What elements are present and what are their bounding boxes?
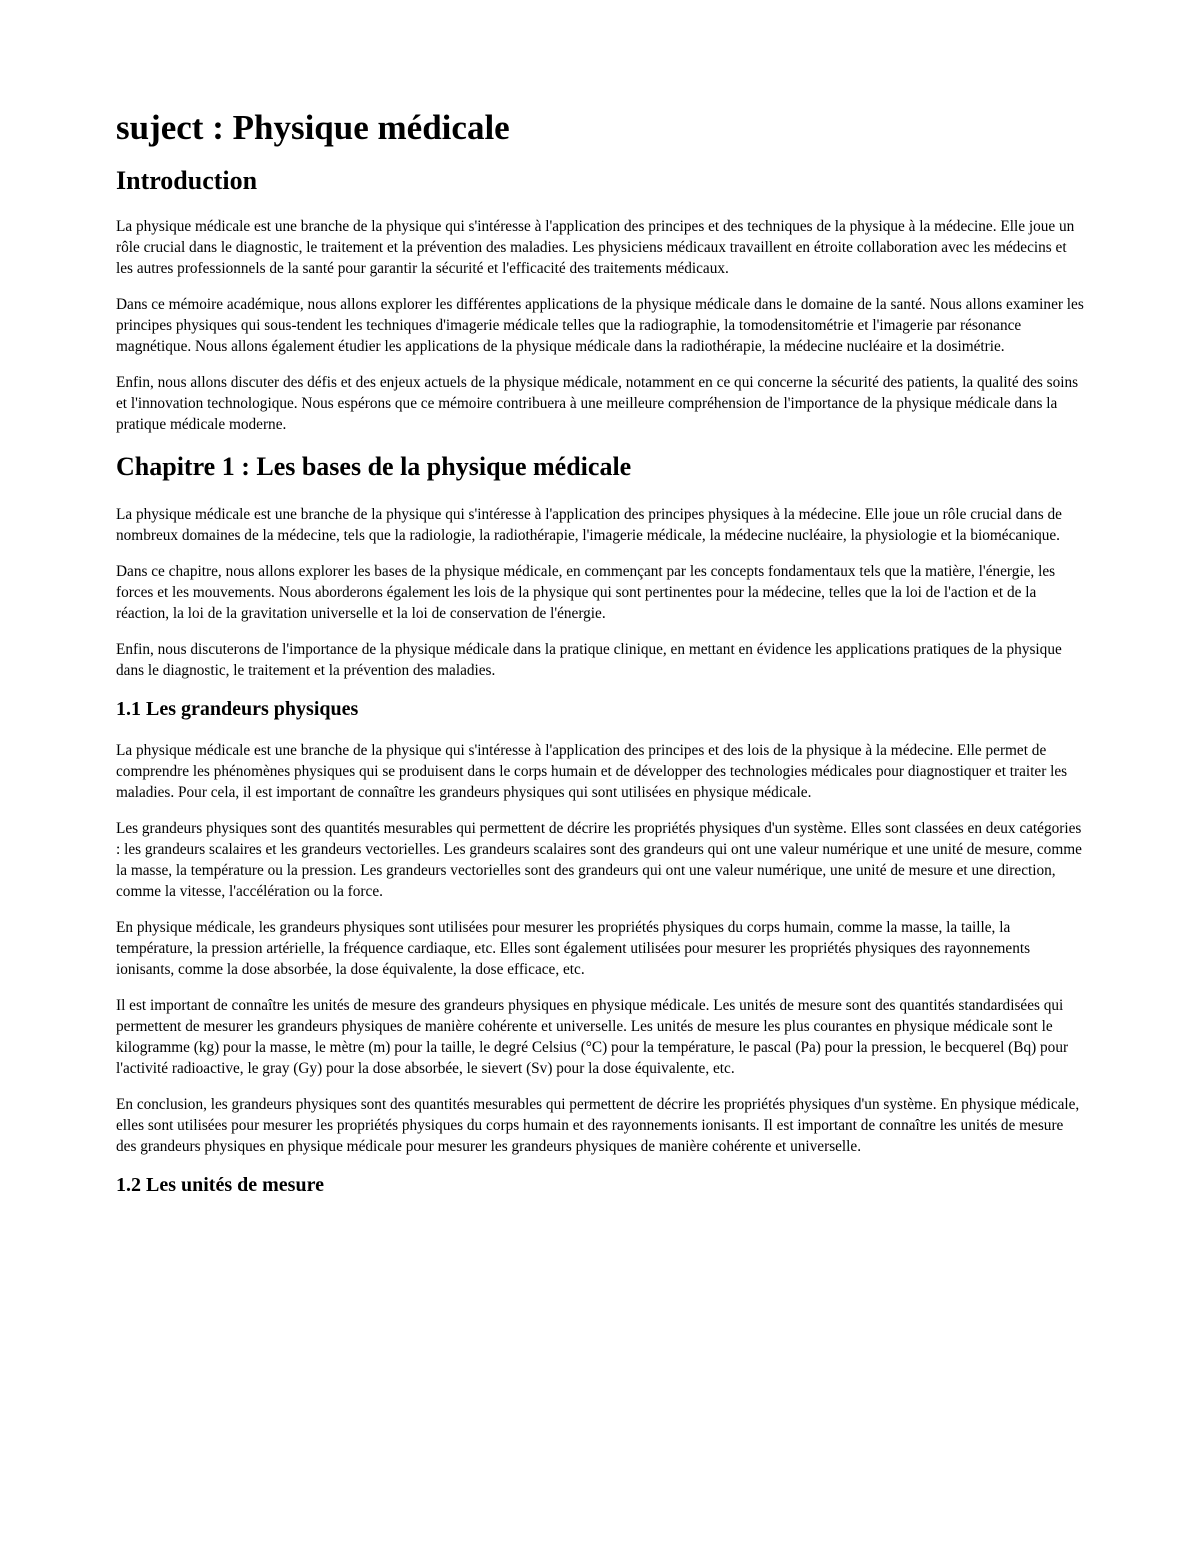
- chapter-1-paragraph-3: Enfin, nous discuterons de l'importance de la physique médicale dans la pratique clinique, en mettant en évidence les applications pratiques de la physique dans le diagnostic, le traitement et la prévention des maladies.: [116, 641, 1062, 679]
- introduction-paragraph-3: Enfin, nous allons discuter des défis et des enjeux actuels de la physique médicale, notamment en ce qui concerne la sécurité des patients, la qualité des soins et l'innovation technologique. Nous espérons que ce mémoire contribuera à une meilleure compréhension de l'importance de la physique médicale dans la pratique médicale moderne.: [116, 374, 1079, 433]
- introduction-heading: Introduction: [116, 166, 258, 195]
- section-1-1-paragraph-2: Les grandeurs physiques sont des quantités mesurables qui permettent de décrire les propriétés physiques d'un système. Elles sont classées en deux catégories : les grandeurs scalaires et les grandeurs vectorielles. Les grandeurs scalaires sont des grandeurs qui ont une valeur numérique et une unité de mesure, comme la masse, la température ou la pression. Les grandeurs vectorielles sont des grandeurs qui ont une valeur numérique, une unité de mesure et une direction, comme la vitesse, l'accélération ou la force.: [116, 820, 1082, 900]
- introduction-paragraph-2: Dans ce mémoire académique, nous allons explorer les différentes applications de la physique médicale dans le domaine de la santé. Nous allons examiner les principes physiques qui sous-tendent les techniques d'imagerie médicale telles que la radiographie, la tomodensitométrie et l'imagerie par résonance magnétique. Nous allons également étudier les applications de la physique médicale dans la radiothérapie, la médecine nucléaire et la dosimétrie.: [116, 296, 1084, 355]
- document-page: [116, 106, 1086, 1216]
- introduction-paragraph-1: La physique médicale est une branche de la physique qui s'intéresse à l'application des principes et des techniques de la physique à la médecine. Elle joue un rôle crucial dans le diagnostic, le traitement et la prévention des maladies. Les physiciens médicaux travaillent en étroite collaboration avec les médecins et les autres professionnels de la santé pour garantir la sécurité et l'efficacité des traitements médicaux.: [116, 218, 1075, 277]
- chapter-1-paragraph-2: Dans ce chapitre, nous allons explorer les bases de la physique médicale, en commençant par les concepts fondamentaux tels que la matière, l'énergie, les forces et les mouvements. Nous aborderons également les lois de la physique qui sont pertinentes pour la médecine, telles que la loi de l'action et de la réaction, la loi de la gravitation universelle et la loi de conservation de l'énergie.: [116, 563, 1056, 622]
- section-1-1-paragraph-1: La physique médicale est une branche de la physique qui s'intéresse à l'application des principes et des lois de la physique à la médecine. Elle permet de comprendre les phénomènes physiques qui se produisent dans le corps humain et de développer des technologies médicales pour diagnostiquer et traiter les maladies. Pour cela, il est important de connaître les grandeurs physiques qui sont utilisées en physique médicale.: [116, 742, 1068, 801]
- section-1-1-paragraph-3: En physique médicale, les grandeurs physiques sont utilisées pour mesurer les propriétés physiques du corps humain, comme la masse, la taille, la température, la pression artérielle, la fréquence cardiaque, etc. Elles sont également utilisées pour mesurer les propriétés physiques des rayonnements ionisants, comme la dose absorbée, la dose équivalente, la dose efficace, etc.: [116, 919, 1031, 978]
- section-1-2-heading: 1.2 Les unités de mesure: [116, 1174, 324, 1196]
- chapter-1-paragraph-1: La physique médicale est une branche de la physique qui s'intéresse à l'application des principes physiques à la médecine. Elle joue un rôle crucial dans de nombreux domaines de la médecine, tels que la radiologie, la radiothérapie, l'imagerie médicale, la médecine nucléaire, la physiologie et la biomécanique.: [116, 506, 1062, 544]
- section-1-1-paragraph-4: Il est important de connaître les unités de mesure des grandeurs physiques en physique médicale. Les unités de mesure sont des quantités standardisées qui permettent de mesurer les grandeurs physiques de manière cohérente et universelle. Les unités de mesure les plus courantes en physique médicale sont le kilogramme (kg) pour la masse, le mètre (m) pour la taille, le degré Celsius (°C) pour la température, le pascal (Pa) pour la pression, le becquerel (Bq) pour l'activité radioactive, le gray (Gy) pour la dose absorbée, le sievert (Sv) pour la dose équivalente, etc.: [116, 997, 1069, 1077]
- section-1-1-paragraph-5: En conclusion, les grandeurs physiques sont des quantités mesurables qui permettent de décrire les propriétés physiques d'un système. En physique médicale, elles sont utilisées pour mesurer les propriétés physiques du corps humain et des rayonnements ionisants. Il est important de connaître les unités de mesure des grandeurs physiques en physique médicale pour mesurer les grandeurs physiques de manière cohérente et universelle.: [116, 1096, 1080, 1155]
- chapter-1-heading: Chapitre 1 : Les bases de la physique médicale: [116, 452, 632, 481]
- document-title: suject : Physique médicale: [116, 108, 510, 147]
- section-1-1-heading: 1.1 Les grandeurs physiques: [116, 698, 359, 720]
